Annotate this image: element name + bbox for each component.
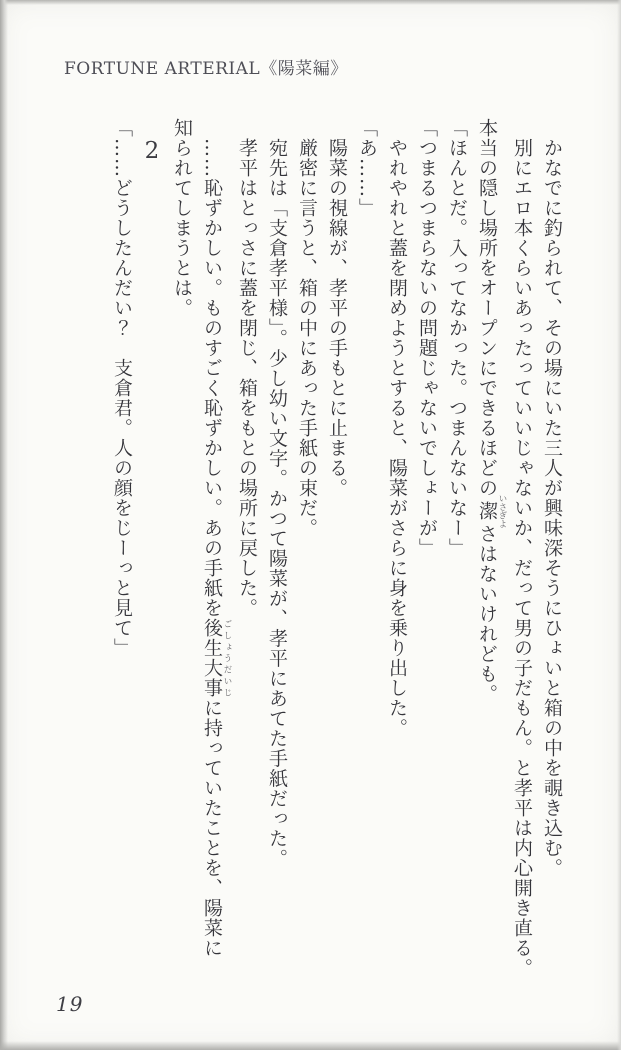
- text-line: 別にエロ本くらいあったっていいじゃないか、だって男の子だもん。と孝平は内心開き直る。: [511, 138, 533, 978]
- text-line: 「……どうしたんだい？ 支倉君。人の顔をじーっと見て」: [111, 118, 133, 658]
- page-number: 19: [56, 992, 84, 1016]
- ruby-annotated-text: 後生大事 ごしょうだいじ: [201, 618, 232, 698]
- text-line: ……恥ずかしい。ものすごく恥ずかしい。あの手紙を後生大事 ごしょうだいじに持っていたことを、陽菜に: [201, 138, 232, 958]
- text-line: 「ほんとだ。入ってなかった。つまんないなー」: [446, 118, 468, 558]
- text-line: 「つまるつまらないの問題じゃないでしょーが」: [416, 118, 438, 558]
- section-number: 2: [139, 138, 165, 165]
- ruby-annotated-text: 潔 いさぎよ: [476, 494, 507, 528]
- text-line: 陽菜の視線が、孝平の手もとに止まる。: [326, 138, 348, 498]
- text-line: 知られてしまうとは。: [171, 118, 193, 318]
- text-line: 宛先は「支倉孝平様」。少し幼い文字。かつて陽菜が、孝平にあてた手紙だった。: [266, 138, 288, 869]
- page-edge-left: [0, 0, 8, 1050]
- page-edge-top: [0, 0, 621, 5]
- body-text: [107, 118, 567, 1008]
- page-edge-right: [617, 0, 621, 1050]
- text-line: 「あ……」: [356, 118, 378, 218]
- text-line: やれやれと蓋を閉めようとすると、陽菜がさらに身を乗り出した。: [386, 138, 408, 738]
- page-edge-bottom: [0, 1041, 621, 1050]
- running-header: FORTUNE ARTERIAL《陽菜編》: [64, 59, 348, 79]
- text-line: 孝平はとっさに蓋を閉じ、箱をもとの場所に戻した。: [236, 138, 258, 618]
- text-line: 本当の隠し場所をオープンにできるほどの潔 いさぎよさはないけれども。: [476, 118, 507, 704]
- text-line: 厳密に言うと、箱の中にあった手紙の束だ。: [296, 138, 318, 538]
- text-line: かなでに釣られて、その場にいた三人が興味深そうにひょいと箱の中を覗き込む。: [541, 138, 563, 878]
